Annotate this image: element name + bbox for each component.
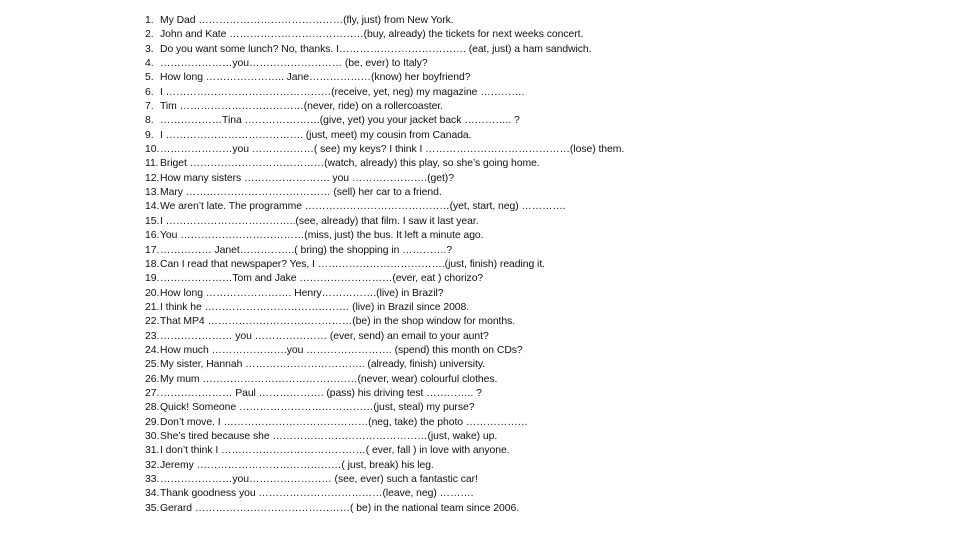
- exercise-text: That MP4 ……………………………………(be) in the shop window for months.: [160, 316, 516, 328]
- exercise-text: How much ………………….you ……………………. (spend) this month on CDs?: [160, 344, 523, 356]
- exercise-number: 30.: [145, 430, 160, 442]
- exercise-number: 11.: [145, 158, 159, 170]
- exercise-number: 27.: [145, 387, 160, 399]
- exercise-line: [145, 387, 845, 401]
- exercise-number: 31.: [145, 445, 160, 457]
- exercise-text: Tim ………………………………(never, ride) on a rollercoaster.: [160, 101, 443, 113]
- exercise-line: [145, 172, 845, 186]
- exercise-number: 16.: [145, 230, 160, 242]
- exercise-number: 35.: [145, 502, 160, 514]
- exercise-text: ………………Tina ………………….(give, yet) you your jacket back ………….. ?: [160, 115, 520, 127]
- exercise-list: [145, 14, 845, 516]
- exercise-line: [145, 157, 845, 171]
- exercise-number: 8.: [145, 115, 154, 127]
- exercise-number: 23.: [145, 330, 160, 342]
- exercise-line: [145, 416, 845, 430]
- exercise-number: 29.: [145, 416, 160, 428]
- exercise-number: 2.: [145, 29, 154, 41]
- exercise-line: [145, 459, 845, 473]
- exercise-text: I think he …………………………………… (live) in Brazil since 2008.: [160, 301, 470, 313]
- exercise-number: 1.: [145, 15, 154, 26]
- exercise-text: I ………………………………..(see, already) that film. I saw it last year.: [160, 215, 479, 227]
- exercise-line: [145, 86, 845, 100]
- exercise-text: Jeremy ……………………………………( just, break) his leg.: [160, 459, 434, 471]
- exercise-line: [145, 315, 845, 329]
- exercise-number: 14.: [145, 201, 160, 213]
- exercise-number: 21.: [145, 301, 160, 313]
- exercise-text: We aren’t late. The programme ……………………………………(yet, start, neg) ………….: [160, 201, 566, 213]
- exercise-text: Briget …………………………………(watch, already) this play, so she’s going home.: [160, 158, 540, 170]
- exercise-text: …………………you…………………… (see, ever) such a fantastic car!: [160, 474, 478, 485]
- exercise-line: [145, 330, 845, 344]
- exercise-line: [145, 114, 845, 128]
- exercise-number: 7.: [145, 101, 154, 113]
- exercise-number: 33.: [145, 474, 160, 485]
- exercise-line: [145, 358, 845, 372]
- exercise-line: [145, 28, 845, 42]
- exercise-line: [145, 287, 845, 301]
- exercise-number: 26.: [145, 373, 160, 385]
- exercise-text: Do you want some lunch? No, thanks. I………………………………. (eat, just) a ham sandwich.: [160, 43, 592, 55]
- exercise-number: 17.: [145, 244, 160, 256]
- exercise-line: [145, 373, 845, 387]
- exercise-text: She’s tired because she ………………………………………(just, wake) up.: [160, 430, 498, 442]
- exercise-number: 13.: [145, 187, 160, 199]
- exercise-text: …………………you……………………… (be, ever) to Italy?: [160, 58, 428, 70]
- exercise-text: Can I read that newspaper? Yes, I ……………………………….(just, finish) reading it.: [160, 258, 545, 270]
- exercise-line: [145, 200, 845, 214]
- exercise-number: 15.: [145, 215, 160, 227]
- exercise-line: [145, 215, 845, 229]
- exercise-line: [145, 502, 845, 516]
- exercise-line: [145, 186, 845, 200]
- exercise-text: …………………you ………………( see) my keys? I think I ……………………………………(lose) them.: [160, 144, 625, 156]
- exercise-text: My Dad ……………………………………(fly, just) from New York.: [160, 15, 454, 26]
- exercise-line: [145, 473, 845, 487]
- exercise-number: 28.: [145, 402, 160, 414]
- exercise-line: [145, 244, 845, 258]
- exercise-text: You ………………………………(miss, just) the bus. It left a minute ago.: [160, 230, 484, 242]
- exercise-line: [145, 301, 845, 315]
- exercise-text: John and Kate …………………………………(buy, already) the tickets for next weeks concert.: [160, 29, 584, 41]
- exercise-text: Mary …………………………………… (sell) her car to a friend.: [160, 187, 442, 199]
- exercise-text: …………… Janet…………….( bring) the shopping in ………….?: [160, 244, 453, 256]
- exercise-line: [145, 129, 845, 143]
- exercise-text: My mum ………………………………………(never, wear) colourful clothes.: [160, 373, 498, 385]
- exercise-line: [145, 14, 845, 28]
- exercise-text: I …………………………………………(receive, yet, neg) my magazine ………….: [160, 86, 525, 98]
- exercise-line: [145, 71, 845, 85]
- exercise-line: [145, 487, 845, 501]
- exercise-line: [145, 444, 845, 458]
- exercise-line: [145, 258, 845, 272]
- exercise-number: 5.: [145, 72, 154, 84]
- exercise-number: 6.: [145, 86, 154, 98]
- exercise-number: 20.: [145, 287, 160, 299]
- exercise-text: How long ………………….. Jane………………(know) her boyfriend?: [160, 72, 471, 84]
- exercise-text: Gerard ………………………………………( be) in the national team since 2006.: [160, 502, 520, 514]
- exercise-text: How long ……………………. Henry…………….(live) in Brazil?: [160, 287, 444, 299]
- exercise-text: My sister, Hannah …………………………….. (already, finish) university.: [160, 359, 486, 371]
- exercise-number: 12.: [145, 172, 160, 184]
- exercise-text: Thank goodness you ………………………………(leave, neg) ……….: [160, 488, 474, 500]
- exercise-line: [145, 143, 845, 157]
- exercise-text: …………………Tom and Jake ………………………(ever, eat ) chorizo?: [160, 273, 484, 285]
- exercise-line: [145, 100, 845, 114]
- exercise-number: 19.: [145, 273, 160, 285]
- exercise-line: [145, 229, 845, 243]
- exercise-text: How many sisters ……………………. you ………………….(get)?: [160, 172, 454, 184]
- exercise-number: 25.: [145, 359, 160, 371]
- exercise-text: Don’t move. I ……………………………………(neg, take) the photo ………………: [160, 416, 528, 428]
- exercise-number: 24.: [145, 344, 160, 356]
- exercise-text: I …………………………………. (just, meet) my cousin from Canada.: [160, 129, 472, 141]
- exercise-line: [145, 272, 845, 286]
- exercise-number: 34.: [145, 488, 160, 500]
- exercise-number: 10.: [145, 144, 160, 156]
- exercise-text: Quick! Someone …………………………………(just, steal) my purse?: [160, 402, 475, 414]
- exercise-number: 4.: [145, 58, 154, 70]
- exercise-line: [145, 401, 845, 415]
- exercise-number: 22.: [145, 316, 160, 328]
- exercise-text: I don’t think I ……………………………………( ever, fall ) in love with anyone.: [160, 445, 510, 457]
- exercise-number: 32.: [145, 459, 160, 471]
- exercise-text: ………………… Paul ………………. (pass) his driving test ………….. ?: [160, 387, 482, 399]
- exercise-line: [145, 430, 845, 444]
- exercise-number: 18.: [145, 258, 160, 270]
- exercise-line: [145, 43, 845, 57]
- exercise-line: [145, 57, 845, 71]
- exercise-line: [145, 344, 845, 358]
- exercise-number: 3.: [145, 43, 154, 55]
- exercise-text: ………………… you ………………… (ever, send) an email to your aunt?: [160, 330, 489, 342]
- exercise-number: 9.: [145, 129, 154, 141]
